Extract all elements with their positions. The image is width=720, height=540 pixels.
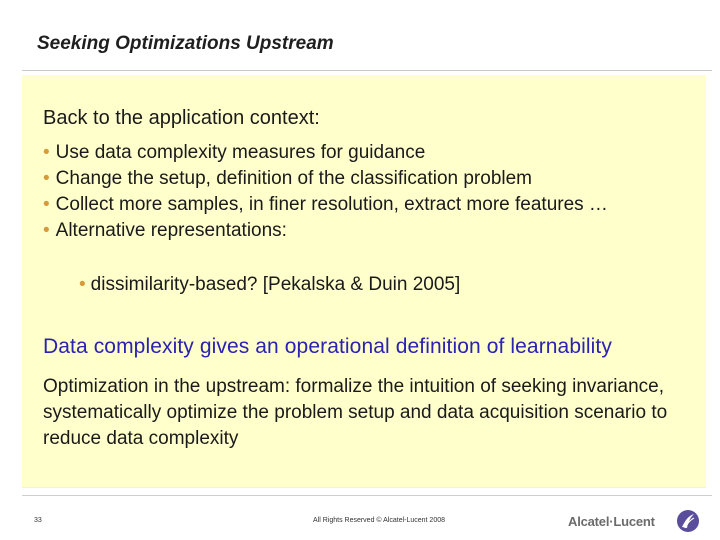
footer-divider xyxy=(22,495,712,496)
bullet-text: Change the setup, definition of the classification problem xyxy=(55,168,533,189)
title-divider xyxy=(22,70,712,71)
page-number: 33 xyxy=(34,517,42,524)
bullet-item xyxy=(43,140,708,166)
bullet-text: Collect more samples, in finer resolution, extract more features … xyxy=(55,194,608,215)
alcatel-lucent-swirl-icon xyxy=(676,509,700,533)
bullet-icon: • xyxy=(43,168,50,189)
bullet-icon: • xyxy=(43,194,50,215)
panel-bottom-edge xyxy=(22,487,706,488)
bullet-item xyxy=(43,218,708,244)
logo-wordmark: Alcatel·Lucent xyxy=(568,514,655,529)
highlight-statement: Data complexity gives an operational definition of learnability xyxy=(43,335,612,358)
slide-title: Seeking Optimizations Upstream xyxy=(37,33,334,54)
bullet-item xyxy=(43,192,708,218)
bullet-icon: • xyxy=(79,274,86,295)
sub-bullet-item xyxy=(79,274,460,296)
bullet-item xyxy=(43,166,708,192)
bullet-text: Use data complexity measures for guidance xyxy=(55,142,426,163)
intro-text: Back to the application context: xyxy=(43,107,320,129)
bullet-list xyxy=(43,140,708,244)
alcatel-lucent-logo xyxy=(568,508,704,534)
bullet-icon: • xyxy=(43,220,50,241)
bullet-icon: • xyxy=(43,142,50,163)
sub-bullet-text: dissimilarity-based? [Pekalska & Duin 2005] xyxy=(90,274,461,295)
copyright-notice: All Rights Reserved © Alcatel-Lucent 2008 xyxy=(313,517,446,524)
bullet-text: Alternative representations: xyxy=(55,220,287,241)
upstream-paragraph: Optimization in the upstream: formalize the intuition of seeking invariance, systematically optimize the problem setup and data acquisition scenario to reduce data complexity xyxy=(43,376,668,449)
